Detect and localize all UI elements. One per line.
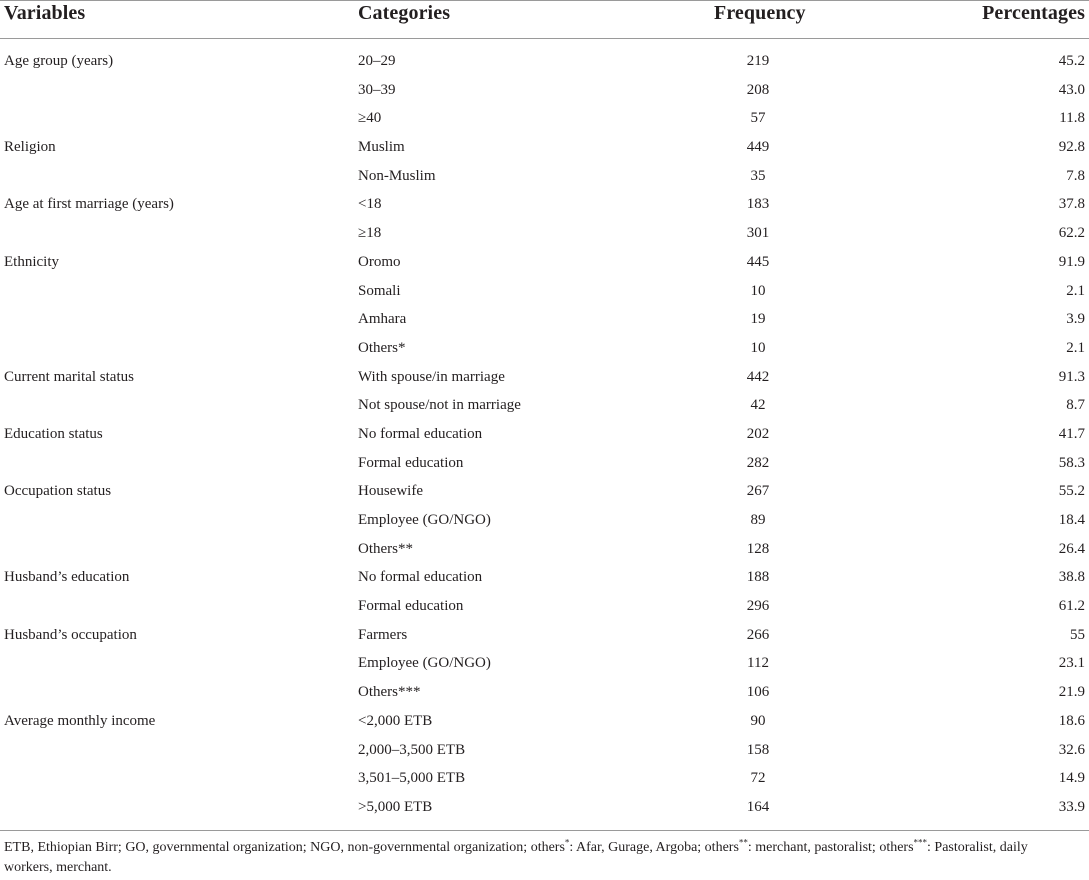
cell-frequency: 183 bbox=[746, 196, 770, 213]
cell-variable: Religion bbox=[4, 139, 56, 156]
header-frequency: Frequency bbox=[714, 2, 806, 24]
cell-percentage: 37.8 bbox=[1058, 196, 1085, 213]
cell-category: <18 bbox=[358, 196, 382, 213]
cell-percentage: 11.8 bbox=[1059, 110, 1085, 127]
header-variables: Variables bbox=[4, 2, 86, 24]
cell-category: Others* bbox=[358, 339, 406, 356]
header-rule bbox=[0, 38, 1089, 39]
cell-frequency: 188 bbox=[746, 569, 770, 586]
cell-category: 30–39 bbox=[358, 81, 396, 98]
table-row bbox=[0, 680, 1089, 709]
cell-percentage: 58.3 bbox=[1058, 454, 1085, 471]
footnote-text-2: : Afar, Gurage, Argoba; others bbox=[569, 840, 739, 855]
table-row bbox=[0, 479, 1089, 508]
table-row bbox=[0, 537, 1089, 566]
cell-percentage: 2.1 bbox=[1066, 339, 1085, 356]
footnote-text-1: ETB, Ethiopian Birr; GO, governmental organization; NGO, non-governmental organization; others bbox=[4, 840, 565, 855]
footnote-text-4: : Pastoralist, daily workers, merchant. bbox=[4, 840, 1028, 875]
cell-category: ≥18 bbox=[358, 225, 382, 242]
cell-variable: Husband’s education bbox=[4, 569, 130, 586]
table-row bbox=[0, 365, 1089, 394]
cell-category: Not spouse/not in marriage bbox=[358, 397, 521, 414]
table-header bbox=[0, 0, 1089, 38]
table-row bbox=[0, 623, 1089, 652]
cell-percentage: 43.0 bbox=[1058, 81, 1085, 98]
header-percentages: Percentages bbox=[982, 2, 1085, 24]
cell-percentage: 41.7 bbox=[1058, 425, 1085, 442]
cell-category: With spouse/in marriage bbox=[358, 368, 505, 385]
cell-category: Employee (GO/NGO) bbox=[358, 512, 491, 528]
cell-percentage: 2.1 bbox=[1066, 282, 1085, 299]
table-row bbox=[0, 565, 1089, 594]
cell-frequency: 128 bbox=[746, 540, 770, 557]
cell-percentage: 61.2 bbox=[1058, 598, 1085, 615]
cell-frequency: 219 bbox=[746, 53, 770, 69]
cell-category: 2,000–3,500 ETB bbox=[358, 741, 466, 758]
footnote-mark-2: ** bbox=[738, 837, 748, 848]
table-body bbox=[0, 49, 1089, 824]
footnote-mark-1: * bbox=[564, 837, 570, 848]
cell-frequency: 10 bbox=[750, 339, 766, 356]
cell-percentage: 32.6 bbox=[1058, 741, 1085, 758]
cell-frequency: 202 bbox=[746, 425, 770, 442]
cell-category: Non-Muslim bbox=[358, 167, 436, 184]
cell-frequency: 112 bbox=[747, 655, 769, 672]
cell-category: <2,000 ETB bbox=[358, 712, 433, 729]
table-row bbox=[0, 78, 1089, 107]
cell-frequency: 42 bbox=[750, 397, 766, 414]
cell-frequency: 90 bbox=[750, 712, 766, 729]
cell-category: Others** bbox=[358, 540, 413, 557]
header-categories: Categories bbox=[358, 2, 451, 24]
cell-percentage: 23.1 bbox=[1058, 655, 1085, 672]
cell-percentage: 18.4 bbox=[1058, 512, 1085, 528]
cell-frequency: 442 bbox=[746, 368, 770, 385]
cell-category: No formal education bbox=[358, 569, 483, 586]
cell-frequency: 282 bbox=[746, 454, 770, 471]
cell-frequency: 208 bbox=[746, 81, 770, 98]
cell-frequency: 164 bbox=[746, 798, 770, 815]
cell-percentage: 21.9 bbox=[1058, 684, 1085, 701]
cell-category: Others*** bbox=[358, 684, 421, 701]
cell-category: Housewife bbox=[358, 483, 423, 500]
table-row bbox=[0, 451, 1089, 480]
table-row bbox=[0, 651, 1089, 680]
cell-percentage: 18.6 bbox=[1058, 712, 1085, 729]
cell-category: Formal education bbox=[358, 598, 464, 615]
cell-percentage: 8.7 bbox=[1066, 397, 1085, 414]
cell-frequency: 267 bbox=[746, 483, 770, 500]
cell-category: Farmers bbox=[358, 626, 408, 643]
cell-frequency: 106 bbox=[746, 684, 770, 701]
table-row bbox=[0, 709, 1089, 738]
cell-variable: Education status bbox=[4, 425, 103, 442]
cell-percentage: 38.8 bbox=[1058, 569, 1085, 586]
cell-variable: Current marital status bbox=[4, 368, 134, 385]
cell-variable: Age group (years) bbox=[4, 53, 114, 69]
table-row bbox=[0, 594, 1089, 623]
table-row bbox=[0, 192, 1089, 221]
cell-frequency: 10 bbox=[750, 282, 766, 299]
cell-frequency: 72 bbox=[750, 770, 766, 787]
cell-percentage: 92.8 bbox=[1058, 139, 1085, 156]
cell-frequency: 35 bbox=[750, 167, 766, 184]
cell-percentage: 55.2 bbox=[1058, 483, 1085, 500]
table-row bbox=[0, 164, 1089, 193]
table-row bbox=[0, 106, 1089, 135]
cell-variable: Husband’s occupation bbox=[4, 626, 137, 643]
cell-variable: Age at first marriage (years) bbox=[4, 196, 174, 213]
table-row bbox=[0, 221, 1089, 250]
cell-frequency: 266 bbox=[746, 626, 770, 643]
table-row bbox=[0, 135, 1089, 164]
cell-frequency: 89 bbox=[750, 512, 766, 528]
table-row bbox=[0, 795, 1089, 824]
cell-percentage: 33.9 bbox=[1058, 798, 1085, 815]
cell-category: Employee (GO/NGO) bbox=[358, 655, 491, 672]
cell-variable: Ethnicity bbox=[4, 253, 59, 270]
cell-category: Muslim bbox=[358, 139, 405, 156]
cell-percentage: 3.9 bbox=[1066, 311, 1085, 328]
cell-category: Formal education bbox=[358, 454, 464, 471]
cell-category: 20–29 bbox=[358, 53, 396, 69]
cell-percentage: 62.2 bbox=[1058, 225, 1085, 242]
cell-frequency: 445 bbox=[746, 253, 770, 270]
table-row bbox=[0, 307, 1089, 336]
cell-frequency: 301 bbox=[746, 225, 770, 242]
table-row bbox=[0, 49, 1089, 78]
cell-frequency: 158 bbox=[746, 741, 770, 758]
cell-frequency: 296 bbox=[746, 598, 770, 615]
cell-percentage: 7.8 bbox=[1066, 167, 1085, 184]
table-row bbox=[0, 738, 1089, 767]
cell-category: ≥40 bbox=[358, 110, 382, 127]
cell-category: Somali bbox=[358, 282, 401, 299]
table-row bbox=[0, 508, 1089, 537]
cell-category: Amhara bbox=[358, 311, 407, 328]
cell-percentage: 55 bbox=[1070, 626, 1085, 643]
cell-variable: Occupation status bbox=[4, 483, 112, 500]
cell-frequency: 19 bbox=[750, 311, 766, 328]
footnote-mark-3: *** bbox=[913, 837, 928, 848]
table-row bbox=[0, 250, 1089, 279]
cell-percentage: 26.4 bbox=[1058, 540, 1085, 557]
cell-percentage: 14.9 bbox=[1058, 770, 1085, 787]
table-row bbox=[0, 422, 1089, 451]
cell-variable: Average monthly income bbox=[4, 712, 156, 729]
cell-category: No formal education bbox=[358, 425, 483, 442]
footnote-text-3: : merchant, pastoralist; others bbox=[747, 840, 914, 855]
table-row bbox=[0, 393, 1089, 422]
bottom-rule bbox=[0, 830, 1089, 831]
cell-percentage: 91.9 bbox=[1058, 253, 1085, 270]
cell-category: Oromo bbox=[358, 253, 401, 270]
cell-percentage: 91.3 bbox=[1058, 368, 1085, 385]
table-row bbox=[0, 766, 1089, 795]
table-row bbox=[0, 336, 1089, 365]
cell-category: 3,501–5,000 ETB bbox=[358, 770, 466, 787]
cell-percentage: 45.2 bbox=[1058, 53, 1085, 69]
table-row bbox=[0, 279, 1089, 308]
cell-category: >5,000 ETB bbox=[358, 798, 433, 815]
cell-frequency: 449 bbox=[746, 139, 770, 156]
cell-frequency: 57 bbox=[750, 110, 766, 127]
table-footnote bbox=[4, 838, 1079, 878]
